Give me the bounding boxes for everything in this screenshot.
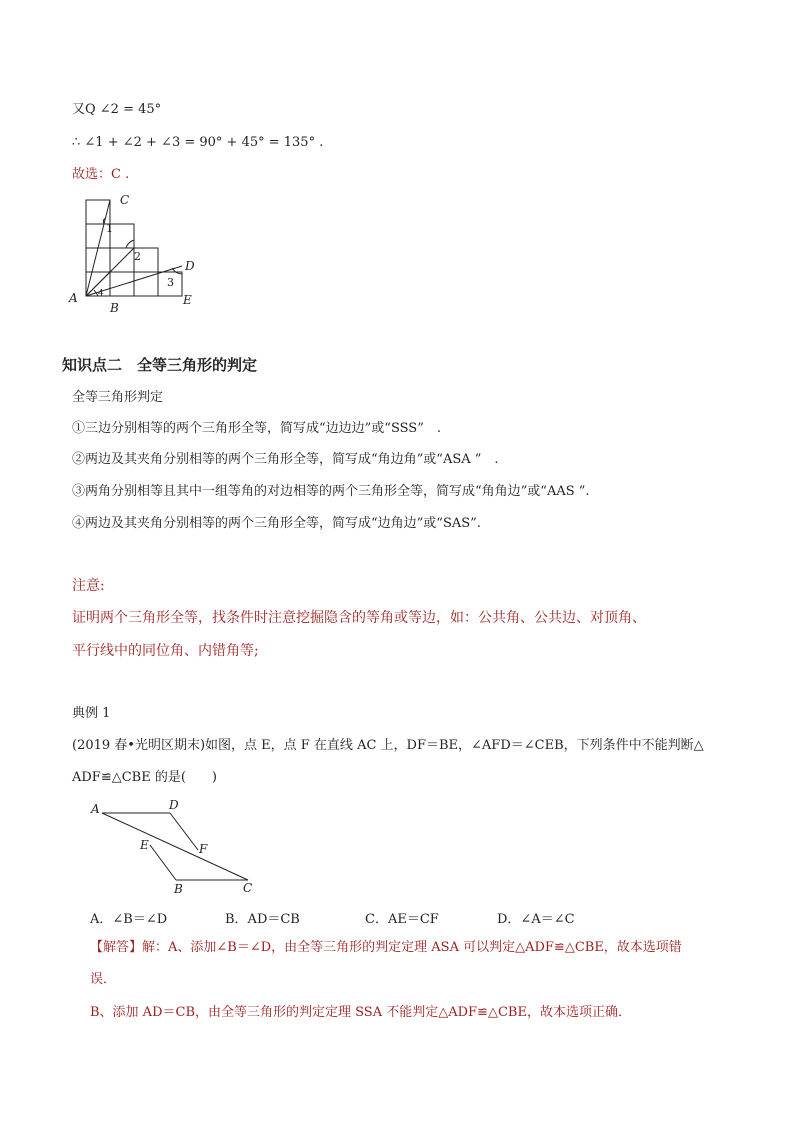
option-a[interactable]: A．∠B＝∠D [90,912,168,927]
segment-DF [170,813,198,850]
angle-label-4: 4 [98,289,104,299]
answer-line-2: 误． [90,972,117,987]
point-E: E [183,293,192,307]
point-D: D [169,798,179,812]
grid-cell [86,200,110,224]
note-title: 注意: [72,578,105,594]
point-A: A [69,291,78,305]
derivation-line-2: ∴ ∠1 + ∠2 + ∠3 = 90° + 45° = 135° . [72,135,324,150]
angle-label-2: 2 [134,250,141,263]
question-line-2: ADF≌△CBE 的是( ) [72,770,217,785]
point-C: C [120,193,130,207]
derivation-line-1: 又Q ∠2 = 45° [72,102,162,117]
point-B: B [110,301,119,315]
angle-label-1: 1 [106,222,113,235]
section-subtitle: 全等三角形判定 [72,390,164,405]
option-b[interactable]: B．AD＝CB [225,912,300,927]
point-B: B [174,882,183,896]
answer-line-3: B、添加 AD＝CB，由全等三角形的判定定理 SSA 不能判定△ADF≌△CBE，故本选项正确． [90,1005,631,1020]
option-d[interactable]: D．∠A＝∠C [497,912,575,927]
note-line-1: 证明两个三角形全等，找条件时注意挖掘隐含的等角或等边，如：公共角、公共边、对顶角、 [72,610,646,626]
question-line-1: (2019 春•光明区期末)如图，点 E，点 F 在直线 AC 上，DF＝BE，∠AFD＝∠CEB，下列条件中不能判断△ [72,738,704,753]
rule-aas: ③两角分别相等且其中一组等角的对边相等的两个三角形全等，简写成“角角边”或“AAS ”. [72,484,590,499]
answer-line-1: 【解答】解：A、添加∠B＝∠D，由全等三角形的判定定理 ASA 可以判定△ADF≌△CBE，故本选项错 [90,940,682,955]
section-title: 知识点二 全等三角形的判定 [62,356,258,374]
answer-choice-line: 故选：C . [72,167,130,182]
rule-sss: ①三边分别相等的两个三角形全等，简写成“边边边”或“SSS” . [72,421,441,436]
segment-EB [150,845,176,880]
grid-cell [110,224,134,248]
grid-cell [110,272,134,296]
grid-cell [86,248,110,272]
triangle-figure [88,795,268,900]
rule-sas: ④两边及其夹角分别相等的两个三角形全等，简写成“边角边”或“SAS”. [72,516,481,531]
point-A: A [91,802,100,816]
line-AC [102,813,248,880]
grid-angle-figure [66,190,216,315]
point-C: C [243,881,253,895]
point-E: E [140,838,149,852]
option-c[interactable]: C．AE＝CF [365,912,439,927]
angle-label-3: 3 [167,276,174,289]
grid-cell [134,272,158,296]
rule-asa: ②两边及其夹角分别相等的两个三角形全等，简写成“角边角”或“ASA ” . [72,452,499,467]
point-F: F [199,842,208,856]
note-line-2: 平行线中的同位角、内错角等; [72,643,259,659]
angle-arc-2 [126,240,134,248]
example-title: 典例 1 [72,706,111,721]
point-D: D [185,259,195,273]
